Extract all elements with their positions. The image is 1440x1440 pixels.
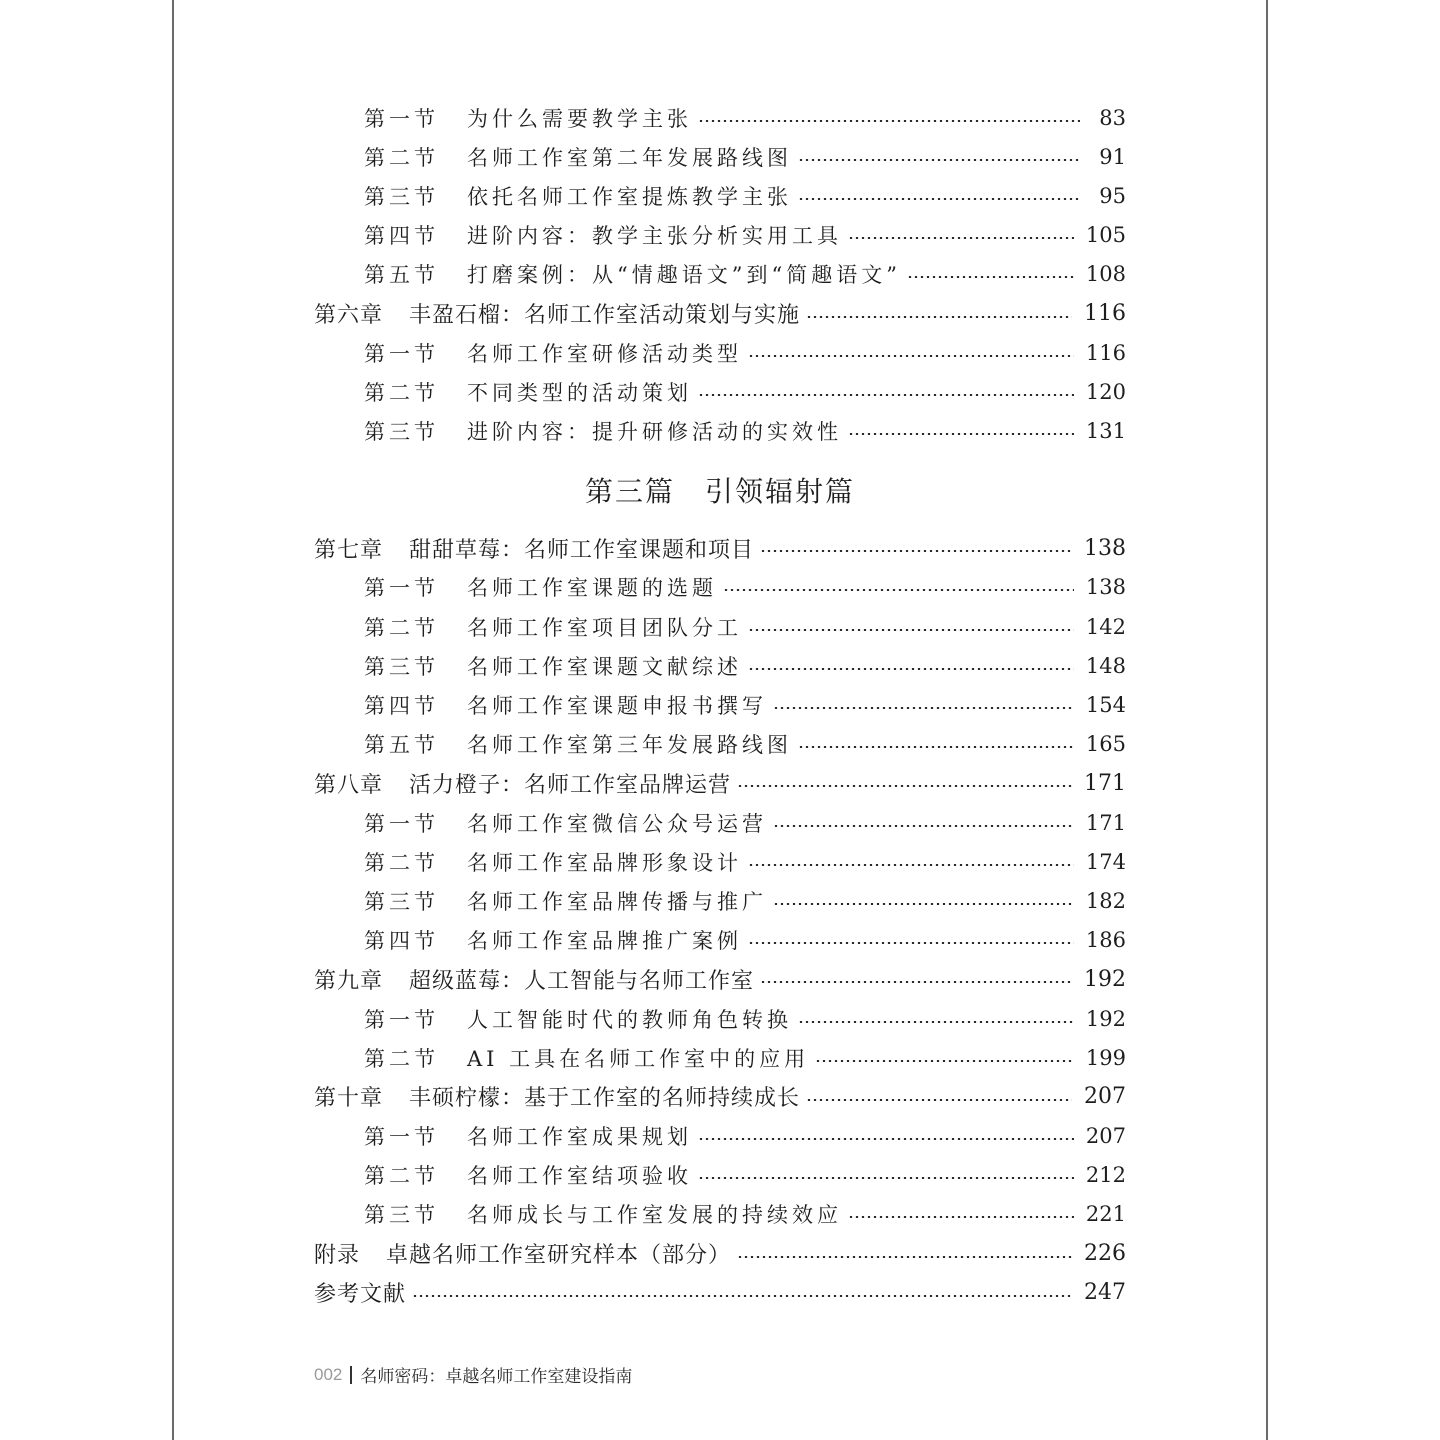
toc-chapter-entry[interactable] — [314, 294, 1126, 333]
entry-title: 参考文献 — [314, 1282, 407, 1308]
entry-title: 名师工作室品牌形象设计 — [467, 850, 742, 875]
part-number: 第三篇 — [584, 474, 675, 508]
entry-title: 打磨案例：从“情趣语文”到“简趣语文” — [467, 263, 901, 288]
entry-number: 第二节 — [364, 615, 439, 640]
dot-leader — [773, 825, 1074, 827]
part-title: 引领辐射篇 — [705, 474, 856, 508]
entry-page-number: 108 — [1085, 262, 1126, 287]
entry-page-number: 221 — [1085, 1202, 1126, 1227]
entry-page-number: 186 — [1085, 928, 1126, 953]
toc-section-entry[interactable] — [314, 1195, 1126, 1234]
entry-number: 第四节 — [364, 694, 439, 719]
dot-leader — [848, 433, 1074, 435]
entry-title: 名师工作室结项验收 — [467, 1164, 692, 1189]
entry-page-number: 192 — [1084, 966, 1126, 992]
dot-leader — [748, 668, 1074, 670]
entry-title: 人工智能时代的教师角色转换 — [467, 1007, 792, 1032]
entry-title: 名师工作室第二年发展路线图 — [467, 145, 792, 170]
entry-title: 名师工作室品牌推广案例 — [467, 929, 742, 954]
entry-number: 第一节 — [364, 811, 439, 836]
toc-section-entry[interactable] — [314, 98, 1126, 137]
toc-chapter-entry[interactable] — [314, 960, 1126, 999]
dot-leader — [748, 864, 1074, 866]
dot-leader — [798, 746, 1074, 748]
entry-title: 名师工作室课题文献综述 — [467, 654, 742, 679]
entry-page-number: 142 — [1085, 614, 1126, 639]
entry-title: 依托名师工作室提炼教学主张 — [467, 184, 792, 209]
entry-page-number: 91 — [1099, 144, 1126, 169]
entry-page-number: 207 — [1084, 1084, 1126, 1110]
part-heading — [314, 451, 1126, 529]
entry-number: 第三节 — [364, 889, 439, 914]
entry-title: 名师工作室课题申报书撰写 — [467, 694, 767, 719]
toc-section-entry[interactable] — [314, 216, 1126, 255]
entry-page-number: 131 — [1085, 419, 1126, 444]
entry-page-number: 138 — [1085, 575, 1126, 600]
entry-title: 名师成长与工作室发展的持续效应 — [467, 1203, 842, 1228]
toc-section-entry[interactable] — [314, 568, 1126, 607]
dot-leader — [848, 1216, 1074, 1218]
entry-title: 丰硕柠檬：基于工作室的名师持续成长 — [409, 1086, 801, 1112]
dot-leader — [773, 707, 1074, 709]
toc-section-entry[interactable] — [314, 1156, 1126, 1195]
entry-page-number: 182 — [1085, 888, 1126, 913]
dot-leader — [748, 355, 1074, 357]
entry-number: 第一节 — [364, 106, 439, 131]
entry-page-number: 83 — [1099, 105, 1126, 130]
entry-number: 第二节 — [364, 145, 439, 170]
entry-page-number: 154 — [1085, 693, 1126, 718]
entry-page-number: 247 — [1084, 1280, 1126, 1306]
dot-leader — [723, 589, 1074, 591]
page-edge-right — [1266, 0, 1268, 1440]
entry-number: 第三节 — [364, 184, 439, 209]
dot-leader — [848, 237, 1074, 239]
dot-leader — [737, 1256, 1072, 1258]
entry-page-number: 212 — [1085, 1163, 1126, 1188]
toc-section-entry[interactable] — [314, 1038, 1126, 1077]
entry-page-number: 105 — [1085, 223, 1126, 248]
toc-group-top — [314, 98, 1126, 451]
toc-chapter-entry[interactable] — [314, 1273, 1126, 1312]
entry-page-number: 116 — [1085, 340, 1126, 365]
entry-title: 活力橙子：名师工作室品牌运营 — [409, 772, 732, 798]
toc-section-entry[interactable] — [314, 137, 1126, 176]
dot-leader — [412, 1295, 1072, 1297]
entry-number: 第三节 — [364, 654, 439, 679]
toc-group-bottom — [314, 529, 1126, 1313]
entry-number: 第一节 — [364, 1125, 439, 1150]
entry-number: 第十章 — [314, 1086, 384, 1112]
entry-page-number: 171 — [1084, 770, 1126, 796]
dot-leader — [798, 159, 1080, 161]
toc-section-entry[interactable] — [314, 372, 1126, 411]
entry-number: 第三节 — [364, 420, 439, 445]
toc-section-entry[interactable] — [314, 725, 1126, 764]
entry-number: 第三节 — [364, 1203, 439, 1228]
entry-title: 丰盈石榴：名师工作室活动策划与实施 — [409, 303, 801, 329]
entry-number: 第九章 — [314, 968, 384, 994]
entry-number: 第六章 — [314, 303, 384, 329]
entry-page-number: 174 — [1085, 849, 1126, 874]
entry-number: 第八章 — [314, 772, 384, 798]
entry-number: 附录 — [314, 1243, 361, 1269]
entry-title: 名师工作室课题的选题 — [467, 576, 717, 601]
entry-number: 第一节 — [364, 576, 439, 601]
entry-page-number: 138 — [1084, 535, 1126, 561]
entry-title: 进阶内容：提升研修活动的实效性 — [467, 420, 842, 445]
toc-section-entry[interactable] — [314, 607, 1126, 646]
entry-title: 名师工作室第三年发展路线图 — [467, 733, 792, 758]
dot-leader — [773, 903, 1074, 905]
entry-title: 甜甜草莓：名师工作室课题和项目 — [409, 537, 755, 563]
entry-page-number: 95 — [1099, 183, 1126, 208]
entry-title: 为什么需要教学主张 — [467, 106, 692, 131]
dot-leader — [815, 1060, 1074, 1062]
entry-page-number: 199 — [1085, 1045, 1126, 1070]
footer-separator — [350, 1366, 352, 1384]
toc-chapter-entry[interactable] — [314, 1077, 1126, 1116]
dot-leader — [698, 1138, 1074, 1140]
entry-title: 名师工作室微信公众号运营 — [467, 811, 767, 836]
entry-number: 第五节 — [364, 733, 439, 758]
entry-number: 第二节 — [364, 850, 439, 875]
entry-page-number: 120 — [1085, 379, 1126, 404]
entry-number: 第四节 — [364, 929, 439, 954]
toc-section-entry[interactable] — [314, 803, 1126, 842]
table-of-contents — [314, 98, 1126, 1312]
entry-number: 第七章 — [314, 537, 384, 563]
dot-leader — [748, 942, 1074, 944]
entry-title: AI 工具在名师工作室中的应用 — [467, 1046, 810, 1071]
dot-leader — [806, 1099, 1072, 1101]
entry-number: 第一节 — [364, 1007, 439, 1032]
page-footer — [314, 1362, 632, 1387]
toc-section-entry[interactable] — [314, 333, 1126, 372]
entry-title: 名师工作室成果规划 — [467, 1125, 692, 1150]
toc-section-entry[interactable] — [314, 881, 1126, 920]
entry-title: 名师工作室品牌传播与推广 — [467, 889, 767, 914]
entry-page-number: 207 — [1085, 1124, 1126, 1149]
dot-leader — [737, 785, 1072, 787]
entry-number: 第二节 — [364, 380, 439, 405]
toc-chapter-entry[interactable] — [314, 529, 1126, 568]
entry-page-number: 171 — [1085, 810, 1126, 835]
entry-page-number: 192 — [1085, 1006, 1126, 1031]
book-title: 名师密码：卓越名师工作室建设指南 — [360, 1367, 633, 1387]
dot-leader — [698, 394, 1074, 396]
toc-section-entry[interactable] — [314, 685, 1126, 724]
entry-page-number: 226 — [1084, 1241, 1126, 1267]
dot-leader — [798, 1021, 1074, 1023]
page-edge-left — [172, 0, 174, 1440]
entry-title: 名师工作室项目团队分工 — [467, 615, 742, 640]
entry-number: 第四节 — [364, 224, 439, 249]
toc-section-entry[interactable] — [314, 176, 1126, 215]
toc-section-entry[interactable] — [314, 412, 1126, 451]
dot-leader — [907, 276, 1074, 278]
entry-title: 进阶内容：教学主张分析实用工具 — [467, 224, 842, 249]
entry-number: 第二节 — [364, 1164, 439, 1189]
entry-page-number: 148 — [1085, 653, 1126, 678]
toc-chapter-entry[interactable] — [314, 1234, 1126, 1273]
dot-leader — [806, 316, 1072, 318]
entry-title: 卓越名师工作室研究样本（部分） — [386, 1243, 732, 1269]
toc-section-entry[interactable] — [314, 999, 1126, 1038]
entry-number: 第一节 — [364, 341, 439, 366]
dot-leader — [748, 629, 1074, 631]
toc-section-entry[interactable] — [314, 1117, 1126, 1156]
dot-leader — [698, 120, 1080, 122]
toc-section-entry[interactable] — [314, 921, 1126, 960]
entry-page-number: 116 — [1084, 301, 1126, 327]
dot-leader — [760, 550, 1072, 552]
page-number: 002 — [314, 1364, 343, 1384]
entry-page-number: 165 — [1085, 732, 1126, 757]
entry-title: 不同类型的活动策划 — [467, 380, 692, 405]
entry-title: 名师工作室研修活动类型 — [467, 341, 742, 366]
entry-title: 超级蓝莓：人工智能与名师工作室 — [409, 968, 755, 994]
dot-leader — [760, 981, 1072, 983]
toc-section-entry[interactable] — [314, 646, 1126, 685]
dot-leader — [698, 1177, 1074, 1179]
toc-section-entry[interactable] — [314, 255, 1126, 294]
dot-leader — [798, 198, 1080, 200]
entry-number: 第二节 — [364, 1046, 439, 1071]
entry-number: 第五节 — [364, 263, 439, 288]
toc-chapter-entry[interactable] — [314, 764, 1126, 803]
toc-section-entry[interactable] — [314, 842, 1126, 881]
